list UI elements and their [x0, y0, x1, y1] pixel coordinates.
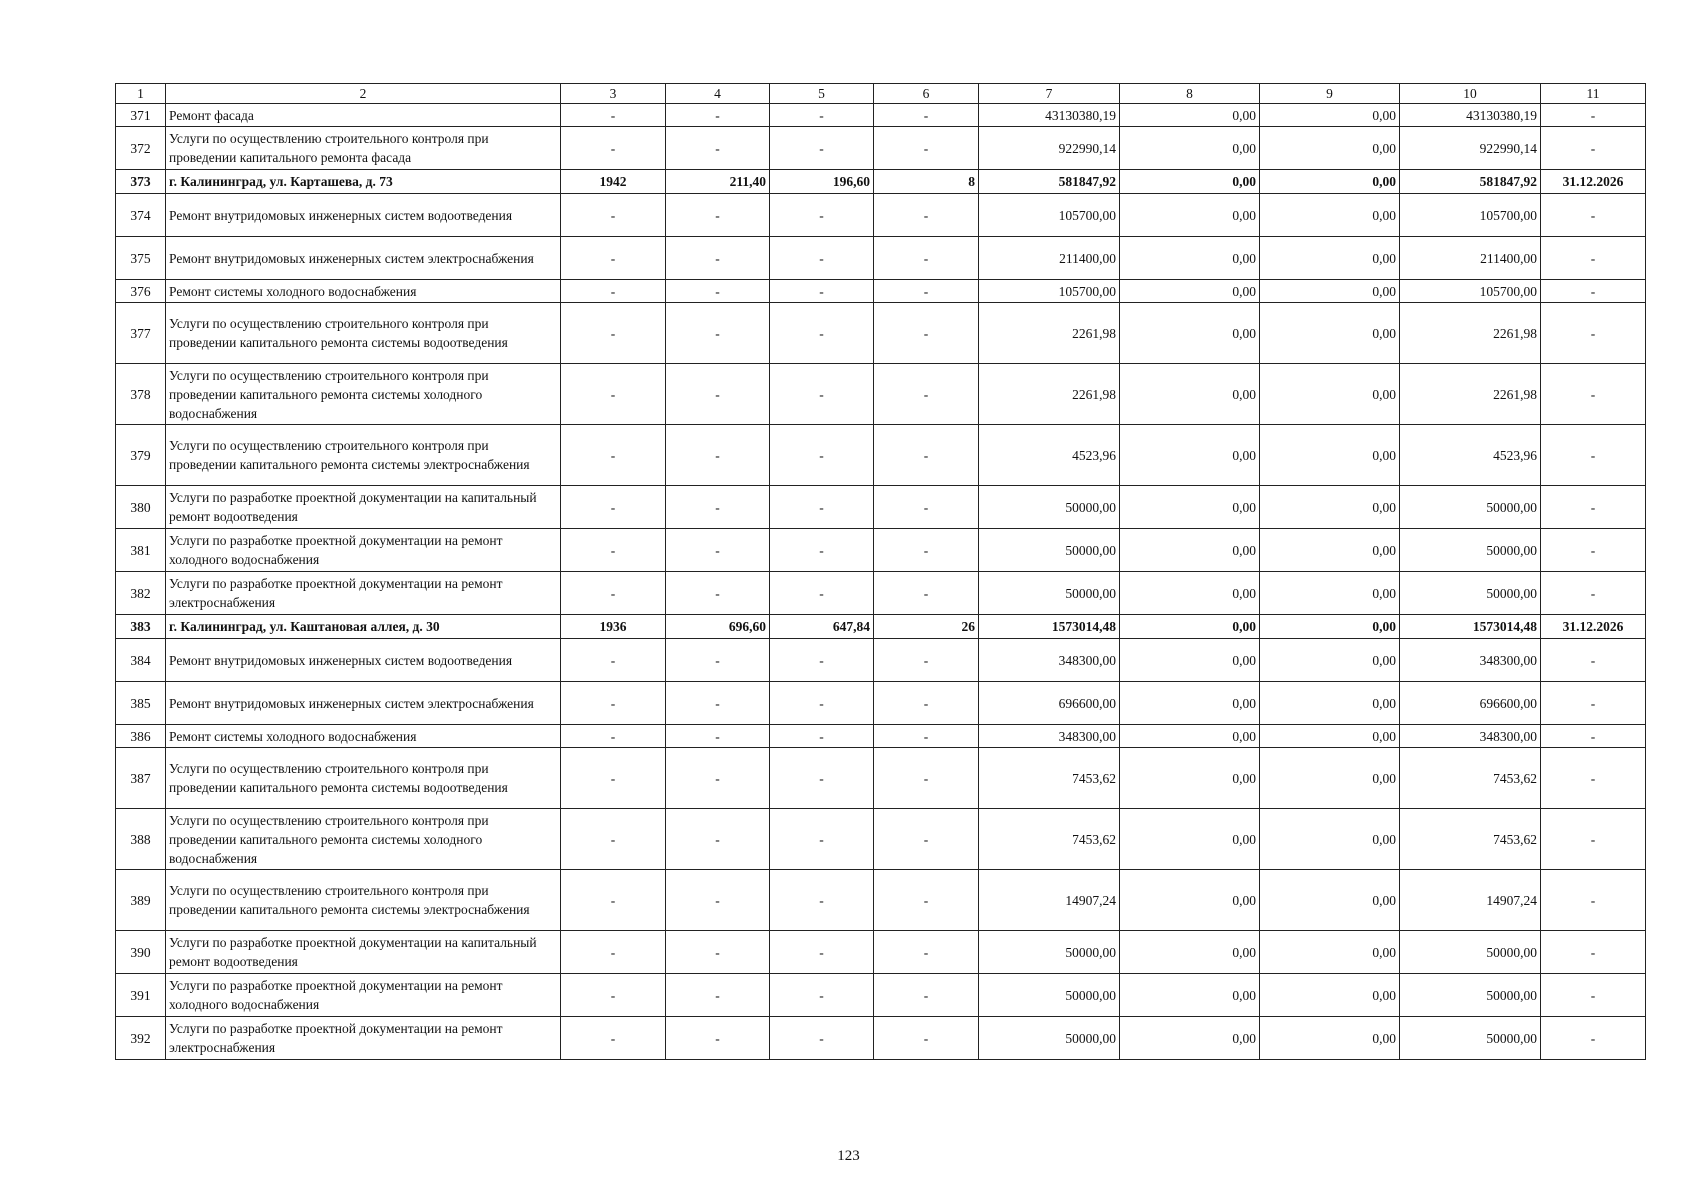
residents-count-cell: - — [874, 237, 979, 280]
column-number: 9 — [1260, 84, 1400, 104]
other-cost-cell: 0,00 — [1260, 170, 1400, 194]
total-area-cell: - — [666, 425, 770, 486]
work-description-cell: Ремонт внутридомовых инженерных систем водоотведения — [166, 639, 561, 682]
residents-count-cell: - — [874, 486, 979, 529]
row-number-cell: 378 — [116, 364, 166, 425]
total-area-cell: - — [666, 748, 770, 809]
completion-date-cell: - — [1541, 974, 1646, 1017]
work-description-cell: Услуги по осуществлению строительного контроля при проведении капитального ремонта системы холодного водоснабжения — [166, 809, 561, 870]
row-number-cell: 386 — [116, 725, 166, 748]
other-cost-cell: 0,00 — [1260, 104, 1400, 127]
completion-date-cell: - — [1541, 303, 1646, 364]
residents-count-cell: 8 — [874, 170, 979, 194]
fund-cost-cell: 0,00 — [1120, 639, 1260, 682]
completion-date-cell: - — [1541, 639, 1646, 682]
column-number: 4 — [666, 84, 770, 104]
row-number-cell: 389 — [116, 870, 166, 931]
fund-cost-cell: 0,00 — [1120, 572, 1260, 615]
row-number-cell: 392 — [116, 1017, 166, 1060]
owners-cost-cell: 348300,00 — [1400, 639, 1541, 682]
work-row — [116, 303, 1646, 364]
row-number-cell: 382 — [116, 572, 166, 615]
other-cost-cell: 0,00 — [1260, 639, 1400, 682]
column-number: 11 — [1541, 84, 1646, 104]
row-number-cell: 373 — [116, 170, 166, 194]
work-description-cell: Услуги по разработке проектной документации на ремонт холодного водоснабжения — [166, 529, 561, 572]
completion-date-cell: - — [1541, 237, 1646, 280]
fund-cost-cell: 0,00 — [1120, 682, 1260, 725]
build-year-cell: - — [561, 870, 666, 931]
column-number: 3 — [561, 84, 666, 104]
build-year-cell: - — [561, 572, 666, 615]
total-area-cell: - — [666, 280, 770, 303]
work-row — [116, 748, 1646, 809]
total-cost-cell: 50000,00 — [979, 1017, 1120, 1060]
total-area-cell: - — [666, 303, 770, 364]
work-row — [116, 809, 1646, 870]
other-cost-cell: 0,00 — [1260, 1017, 1400, 1060]
work-row — [116, 127, 1646, 170]
total-cost-cell: 50000,00 — [979, 572, 1120, 615]
living-area-cell: - — [770, 486, 874, 529]
living-area-cell: - — [770, 639, 874, 682]
total-cost-cell: 50000,00 — [979, 486, 1120, 529]
residents-count-cell: - — [874, 974, 979, 1017]
completion-date-cell: - — [1541, 364, 1646, 425]
residents-count-cell: - — [874, 809, 979, 870]
work-description-cell: Ремонт системы холодного водоснабжения — [166, 725, 561, 748]
build-year-cell: - — [561, 127, 666, 170]
column-number-row — [116, 84, 1646, 104]
completion-date-cell: - — [1541, 486, 1646, 529]
living-area-cell: - — [770, 725, 874, 748]
fund-cost-cell: 0,00 — [1120, 303, 1260, 364]
total-cost-cell: 43130380,19 — [979, 104, 1120, 127]
total-area-cell: 211,40 — [666, 170, 770, 194]
work-row — [116, 280, 1646, 303]
other-cost-cell: 0,00 — [1260, 974, 1400, 1017]
living-area-cell: - — [770, 194, 874, 237]
completion-date-cell: - — [1541, 572, 1646, 615]
owners-cost-cell: 50000,00 — [1400, 529, 1541, 572]
row-number-cell: 390 — [116, 931, 166, 974]
owners-cost-cell: 43130380,19 — [1400, 104, 1541, 127]
owners-cost-cell: 50000,00 — [1400, 931, 1541, 974]
other-cost-cell: 0,00 — [1260, 364, 1400, 425]
residents-count-cell: - — [874, 682, 979, 725]
work-description-cell: Ремонт фасада — [166, 104, 561, 127]
completion-date-cell: - — [1541, 127, 1646, 170]
total-area-cell: - — [666, 682, 770, 725]
build-year-cell: - — [561, 486, 666, 529]
residents-count-cell: 26 — [874, 615, 979, 639]
build-year-cell: - — [561, 280, 666, 303]
living-area-cell: - — [770, 1017, 874, 1060]
row-number-cell: 383 — [116, 615, 166, 639]
other-cost-cell: 0,00 — [1260, 486, 1400, 529]
completion-date-cell: - — [1541, 529, 1646, 572]
total-cost-cell: 7453,62 — [979, 748, 1120, 809]
living-area-cell: - — [770, 127, 874, 170]
work-row — [116, 486, 1646, 529]
build-year-cell: 1936 — [561, 615, 666, 639]
row-number-cell: 380 — [116, 486, 166, 529]
work-description-cell: Услуги по разработке проектной документации на ремонт электроснабжения — [166, 572, 561, 615]
fund-cost-cell: 0,00 — [1120, 725, 1260, 748]
other-cost-cell: 0,00 — [1260, 725, 1400, 748]
column-number: 8 — [1120, 84, 1260, 104]
column-number: 10 — [1400, 84, 1541, 104]
completion-date-cell: - — [1541, 870, 1646, 931]
total-cost-cell: 14907,24 — [979, 870, 1120, 931]
completion-date-cell: 31.12.2026 — [1541, 170, 1646, 194]
residents-count-cell: - — [874, 425, 979, 486]
row-number-cell: 388 — [116, 809, 166, 870]
fund-cost-cell: 0,00 — [1120, 1017, 1260, 1060]
work-description-cell: Ремонт системы холодного водоснабжения — [166, 280, 561, 303]
owners-cost-cell: 348300,00 — [1400, 725, 1541, 748]
work-row — [116, 1017, 1646, 1060]
fund-cost-cell: 0,00 — [1120, 127, 1260, 170]
completion-date-cell: - — [1541, 280, 1646, 303]
completion-date-cell: - — [1541, 748, 1646, 809]
fund-cost-cell: 0,00 — [1120, 194, 1260, 237]
owners-cost-cell: 581847,92 — [1400, 170, 1541, 194]
residents-count-cell: - — [874, 280, 979, 303]
other-cost-cell: 0,00 — [1260, 127, 1400, 170]
fund-cost-cell: 0,00 — [1120, 280, 1260, 303]
row-number-cell: 377 — [116, 303, 166, 364]
fund-cost-cell: 0,00 — [1120, 809, 1260, 870]
build-year-cell: - — [561, 237, 666, 280]
work-description-cell: Услуги по осуществлению строительного контроля при проведении капитального ремонта системы холодного водоснабжения — [166, 364, 561, 425]
build-year-cell: - — [561, 974, 666, 1017]
fund-cost-cell: 0,00 — [1120, 529, 1260, 572]
row-number-cell: 375 — [116, 237, 166, 280]
work-row — [116, 572, 1646, 615]
row-number-cell: 387 — [116, 748, 166, 809]
work-description-cell: Услуги по разработке проектной документации на капитальный ремонт водоотведения — [166, 486, 561, 529]
page-number: 123 — [837, 1148, 860, 1164]
total-cost-cell: 348300,00 — [979, 725, 1120, 748]
living-area-cell: - — [770, 682, 874, 725]
total-area-cell: - — [666, 127, 770, 170]
residents-count-cell: - — [874, 529, 979, 572]
total-cost-cell: 50000,00 — [979, 529, 1120, 572]
living-area-cell: - — [770, 104, 874, 127]
build-year-cell: - — [561, 809, 666, 870]
total-area-cell: - — [666, 572, 770, 615]
row-number-cell: 379 — [116, 425, 166, 486]
completion-date-cell: - — [1541, 725, 1646, 748]
total-cost-cell: 7453,62 — [979, 809, 1120, 870]
total-cost-cell: 2261,98 — [979, 303, 1120, 364]
build-year-cell: - — [561, 931, 666, 974]
total-area-cell: - — [666, 809, 770, 870]
work-row — [116, 870, 1646, 931]
other-cost-cell: 0,00 — [1260, 931, 1400, 974]
total-cost-cell: 50000,00 — [979, 974, 1120, 1017]
work-description-cell: Услуги по осуществлению строительного контроля при проведении капитального ремонта фасада — [166, 127, 561, 170]
build-year-cell: - — [561, 529, 666, 572]
living-area-cell: - — [770, 974, 874, 1017]
owners-cost-cell: 50000,00 — [1400, 1017, 1541, 1060]
owners-cost-cell: 105700,00 — [1400, 194, 1541, 237]
column-number: 1 — [116, 84, 166, 104]
residents-count-cell: - — [874, 364, 979, 425]
total-cost-cell: 4523,96 — [979, 425, 1120, 486]
living-area-cell: - — [770, 303, 874, 364]
total-area-cell: - — [666, 725, 770, 748]
owners-cost-cell: 211400,00 — [1400, 237, 1541, 280]
owners-cost-cell: 7453,62 — [1400, 809, 1541, 870]
build-year-cell: - — [561, 194, 666, 237]
owners-cost-cell: 14907,24 — [1400, 870, 1541, 931]
living-area-cell: - — [770, 931, 874, 974]
fund-cost-cell: 0,00 — [1120, 425, 1260, 486]
fund-cost-cell: 0,00 — [1120, 170, 1260, 194]
work-description-cell: Ремонт внутридомовых инженерных систем электроснабжения — [166, 237, 561, 280]
fund-cost-cell: 0,00 — [1120, 931, 1260, 974]
fund-cost-cell: 0,00 — [1120, 615, 1260, 639]
residents-count-cell: - — [874, 870, 979, 931]
work-row — [116, 639, 1646, 682]
build-year-cell: - — [561, 639, 666, 682]
total-cost-cell: 581847,92 — [979, 170, 1120, 194]
work-description-cell: г. Калининград, ул. Каштановая аллея, д. 30 — [166, 615, 561, 639]
fund-cost-cell: 0,00 — [1120, 486, 1260, 529]
owners-cost-cell: 696600,00 — [1400, 682, 1541, 725]
total-cost-cell: 696600,00 — [979, 682, 1120, 725]
work-description-cell: Услуги по осуществлению строительного контроля при проведении капитального ремонта системы электроснабжения — [166, 425, 561, 486]
owners-cost-cell: 50000,00 — [1400, 974, 1541, 1017]
row-number-cell: 385 — [116, 682, 166, 725]
completion-date-cell: - — [1541, 1017, 1646, 1060]
living-area-cell: - — [770, 748, 874, 809]
living-area-cell: 196,60 — [770, 170, 874, 194]
owners-cost-cell: 50000,00 — [1400, 572, 1541, 615]
completion-date-cell: - — [1541, 194, 1646, 237]
owners-cost-cell: 2261,98 — [1400, 364, 1541, 425]
living-area-cell: - — [770, 809, 874, 870]
column-number: 2 — [166, 84, 561, 104]
completion-date-cell: - — [1541, 931, 1646, 974]
other-cost-cell: 0,00 — [1260, 303, 1400, 364]
work-description-cell: Услуги по осуществлению строительного контроля при проведении капитального ремонта системы водоотведения — [166, 748, 561, 809]
total-cost-cell: 50000,00 — [979, 931, 1120, 974]
work-row — [116, 931, 1646, 974]
fund-cost-cell: 0,00 — [1120, 870, 1260, 931]
build-year-cell: - — [561, 725, 666, 748]
living-area-cell: - — [770, 237, 874, 280]
total-cost-cell: 2261,98 — [979, 364, 1120, 425]
owners-cost-cell: 922990,14 — [1400, 127, 1541, 170]
residents-count-cell: - — [874, 725, 979, 748]
other-cost-cell: 0,00 — [1260, 237, 1400, 280]
other-cost-cell: 0,00 — [1260, 682, 1400, 725]
other-cost-cell: 0,00 — [1260, 572, 1400, 615]
total-area-cell: - — [666, 237, 770, 280]
row-number-cell: 381 — [116, 529, 166, 572]
fund-cost-cell: 0,00 — [1120, 974, 1260, 1017]
total-cost-cell: 105700,00 — [979, 194, 1120, 237]
column-number: 7 — [979, 84, 1120, 104]
row-number-cell: 371 — [116, 104, 166, 127]
work-description-cell: г. Калининград, ул. Карташева, д. 73 — [166, 170, 561, 194]
total-area-cell: - — [666, 486, 770, 529]
residents-count-cell: - — [874, 194, 979, 237]
completion-date-cell: - — [1541, 682, 1646, 725]
row-number-cell: 391 — [116, 974, 166, 1017]
total-area-cell: - — [666, 931, 770, 974]
residents-count-cell: - — [874, 303, 979, 364]
completion-date-cell: - — [1541, 104, 1646, 127]
owners-cost-cell: 1573014,48 — [1400, 615, 1541, 639]
works-table — [115, 83, 1646, 1060]
build-year-cell: - — [561, 748, 666, 809]
address-row — [116, 170, 1646, 194]
work-description-cell: Услуги по разработке проектной документации на ремонт электроснабжения — [166, 1017, 561, 1060]
work-row — [116, 237, 1646, 280]
fund-cost-cell: 0,00 — [1120, 237, 1260, 280]
work-row — [116, 194, 1646, 237]
work-description-cell: Услуги по разработке проектной документации на ремонт холодного водоснабжения — [166, 974, 561, 1017]
column-number: 5 — [770, 84, 874, 104]
work-description-cell: Услуги по осуществлению строительного контроля при проведении капитального ремонта системы водоотведения — [166, 303, 561, 364]
fund-cost-cell: 0,00 — [1120, 748, 1260, 809]
completion-date-cell: - — [1541, 425, 1646, 486]
total-area-cell: - — [666, 1017, 770, 1060]
living-area-cell: - — [770, 425, 874, 486]
total-area-cell: - — [666, 104, 770, 127]
residents-count-cell: - — [874, 931, 979, 974]
total-cost-cell: 1573014,48 — [979, 615, 1120, 639]
other-cost-cell: 0,00 — [1260, 615, 1400, 639]
fund-cost-cell: 0,00 — [1120, 364, 1260, 425]
build-year-cell: - — [561, 1017, 666, 1060]
other-cost-cell: 0,00 — [1260, 280, 1400, 303]
other-cost-cell: 0,00 — [1260, 425, 1400, 486]
residents-count-cell: - — [874, 639, 979, 682]
total-area-cell: - — [666, 639, 770, 682]
owners-cost-cell: 2261,98 — [1400, 303, 1541, 364]
other-cost-cell: 0,00 — [1260, 748, 1400, 809]
residents-count-cell: - — [874, 572, 979, 615]
build-year-cell: - — [561, 303, 666, 364]
living-area-cell: - — [770, 870, 874, 931]
total-cost-cell: 348300,00 — [979, 639, 1120, 682]
owners-cost-cell: 105700,00 — [1400, 280, 1541, 303]
other-cost-cell: 0,00 — [1260, 870, 1400, 931]
work-description-cell: Ремонт внутридомовых инженерных систем электроснабжения — [166, 682, 561, 725]
residents-count-cell: - — [874, 104, 979, 127]
total-cost-cell: 211400,00 — [979, 237, 1120, 280]
owners-cost-cell: 50000,00 — [1400, 486, 1541, 529]
other-cost-cell: 0,00 — [1260, 529, 1400, 572]
living-area-cell: - — [770, 280, 874, 303]
total-cost-cell: 922990,14 — [979, 127, 1120, 170]
total-area-cell: - — [666, 870, 770, 931]
living-area-cell: - — [770, 364, 874, 425]
living-area-cell: 647,84 — [770, 615, 874, 639]
work-row — [116, 974, 1646, 1017]
work-row — [116, 425, 1646, 486]
owners-cost-cell: 4523,96 — [1400, 425, 1541, 486]
total-area-cell: 696,60 — [666, 615, 770, 639]
work-description-cell: Услуги по разработке проектной документации на капитальный ремонт водоотведения — [166, 931, 561, 974]
residents-count-cell: - — [874, 748, 979, 809]
residents-count-cell: - — [874, 127, 979, 170]
row-number-cell: 372 — [116, 127, 166, 170]
fund-cost-cell: 0,00 — [1120, 104, 1260, 127]
build-year-cell: - — [561, 364, 666, 425]
living-area-cell: - — [770, 529, 874, 572]
address-row — [116, 615, 1646, 639]
total-area-cell: - — [666, 364, 770, 425]
build-year-cell: - — [561, 682, 666, 725]
total-cost-cell: 105700,00 — [979, 280, 1120, 303]
column-number: 6 — [874, 84, 979, 104]
residents-count-cell: - — [874, 1017, 979, 1060]
row-number-cell: 374 — [116, 194, 166, 237]
work-row — [116, 104, 1646, 127]
completion-date-cell: 31.12.2026 — [1541, 615, 1646, 639]
total-area-cell: - — [666, 529, 770, 572]
build-year-cell: - — [561, 104, 666, 127]
owners-cost-cell: 7453,62 — [1400, 748, 1541, 809]
total-area-cell: - — [666, 974, 770, 1017]
work-row — [116, 682, 1646, 725]
completion-date-cell: - — [1541, 809, 1646, 870]
other-cost-cell: 0,00 — [1260, 194, 1400, 237]
work-row — [116, 725, 1646, 748]
other-cost-cell: 0,00 — [1260, 809, 1400, 870]
work-row — [116, 364, 1646, 425]
build-year-cell: 1942 — [561, 170, 666, 194]
build-year-cell: - — [561, 425, 666, 486]
work-row — [116, 529, 1646, 572]
row-number-cell: 376 — [116, 280, 166, 303]
work-description-cell: Ремонт внутридомовых инженерных систем водоотведения — [166, 194, 561, 237]
work-description-cell: Услуги по осуществлению строительного контроля при проведении капитального ремонта системы электроснабжения — [166, 870, 561, 931]
row-number-cell: 384 — [116, 639, 166, 682]
living-area-cell: - — [770, 572, 874, 615]
total-area-cell: - — [666, 194, 770, 237]
